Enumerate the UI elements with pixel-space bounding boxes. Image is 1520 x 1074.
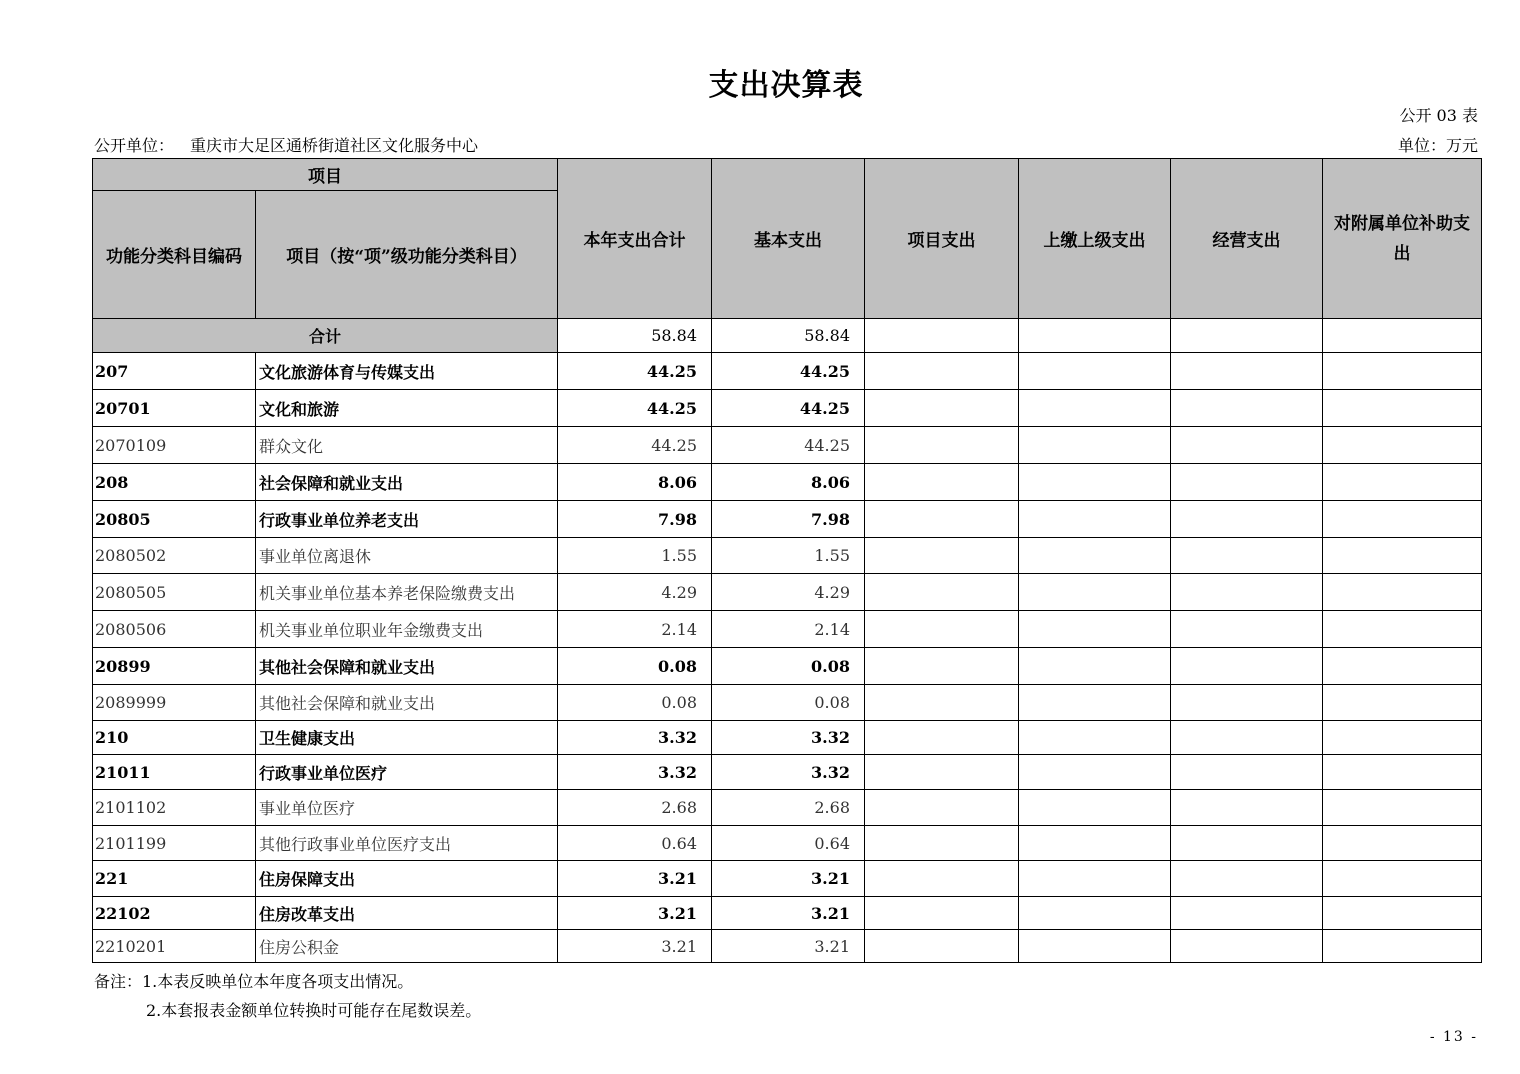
row-business [1171,353,1323,390]
row-code: 20805 [93,501,256,538]
row-subsidy [1323,648,1482,685]
row-upper-payment [1019,826,1171,861]
row-name: 住房公积金 [256,930,558,963]
row-basic: 3.21 [712,930,865,963]
row-project-expense [865,861,1019,897]
row-basic: 2.14 [712,611,865,648]
row-total: 1.55 [558,538,712,574]
row-name: 社会保障和就业支出 [256,464,558,501]
table-row [93,353,1482,390]
row-code: 2080502 [93,538,256,574]
total-upper-payment [1019,319,1171,353]
total-row [93,319,1482,353]
table-row [93,790,1482,826]
row-subsidy [1323,538,1482,574]
row-project-expense [865,648,1019,685]
row-subsidy [1323,574,1482,611]
row-basic: 1.55 [712,538,865,574]
row-total: 44.25 [558,427,712,464]
row-code: 2210201 [93,930,256,963]
row-subsidy [1323,390,1482,427]
row-code: 2101102 [93,790,256,826]
table-row [93,501,1482,538]
table-row [93,755,1482,790]
total-amount: 58.84 [558,319,712,353]
row-upper-payment [1019,755,1171,790]
row-code: 21011 [93,755,256,790]
row-subsidy [1323,826,1482,861]
total-project-expense [865,319,1019,353]
row-name: 行政事业单位医疗 [256,755,558,790]
row-total: 4.29 [558,574,712,611]
row-upper-payment [1019,721,1171,755]
row-upper-payment [1019,501,1171,538]
row-total: 8.06 [558,464,712,501]
row-business [1171,611,1323,648]
row-total: 3.21 [558,861,712,897]
row-name: 住房改革支出 [256,897,558,930]
row-total: 3.21 [558,897,712,930]
table-row [93,611,1482,648]
total-subsidy [1323,319,1482,353]
row-basic: 44.25 [712,353,865,390]
table-row [93,685,1482,721]
row-subsidy [1323,427,1482,464]
row-upper-payment [1019,427,1171,464]
row-business [1171,501,1323,538]
row-subsidy [1323,685,1482,721]
row-upper-payment [1019,353,1171,390]
row-business [1171,790,1323,826]
row-project-expense [865,721,1019,755]
row-code: 208 [93,464,256,501]
row-project-expense [865,930,1019,963]
row-basic: 2.68 [712,790,865,826]
row-business [1171,930,1323,963]
row-project-expense [865,685,1019,721]
row-code: 210 [93,721,256,755]
row-basic: 0.08 [712,685,865,721]
row-upper-payment [1019,897,1171,930]
table-row [93,826,1482,861]
table-row [93,538,1482,574]
row-project-expense [865,574,1019,611]
table-row [93,574,1482,611]
table-body [93,319,1482,963]
row-project-expense [865,353,1019,390]
row-upper-payment [1019,464,1171,501]
row-business [1171,390,1323,427]
row-total: 7.98 [558,501,712,538]
table-row [93,721,1482,755]
table-row [93,930,1482,963]
row-name: 群众文化 [256,427,558,464]
row-business [1171,685,1323,721]
row-name: 机关事业单位职业年金缴费支出 [256,611,558,648]
header-subsidy: 对附属单位补助支出 [1323,159,1482,319]
row-upper-payment [1019,685,1171,721]
row-upper-payment [1019,611,1171,648]
row-name: 其他行政事业单位医疗支出 [256,826,558,861]
row-name: 行政事业单位养老支出 [256,501,558,538]
header-project-expense: 项目支出 [865,159,1019,319]
row-code: 2070109 [93,427,256,464]
row-subsidy [1323,897,1482,930]
table-row [93,390,1482,427]
row-code: 2101199 [93,826,256,861]
row-code: 20899 [93,648,256,685]
row-business [1171,464,1323,501]
row-name: 事业单位离退休 [256,538,558,574]
row-business [1171,648,1323,685]
header-project: 项目 [93,159,558,191]
row-subsidy [1323,611,1482,648]
row-business [1171,574,1323,611]
page-number: - 13 - [1429,1029,1478,1045]
row-business [1171,721,1323,755]
table-row [93,427,1482,464]
total-label: 合计 [93,319,558,353]
row-name: 其他社会保障和就业支出 [256,648,558,685]
row-basic: 3.21 [712,861,865,897]
row-total: 44.25 [558,353,712,390]
expenditure-table [92,158,1482,963]
row-name: 卫生健康支出 [256,721,558,755]
currency-unit: 单位：万元 [1397,136,1478,155]
total-business [1171,319,1323,353]
row-upper-payment [1019,538,1171,574]
table-row [93,648,1482,685]
row-basic: 3.21 [712,897,865,930]
row-code: 221 [93,861,256,897]
row-upper-payment [1019,574,1171,611]
page-title: 支出决算表 [708,68,864,103]
row-project-expense [865,538,1019,574]
row-subsidy [1323,755,1482,790]
table-row [93,464,1482,501]
row-total: 2.14 [558,611,712,648]
header-basic: 基本支出 [712,159,865,319]
row-code: 2080506 [93,611,256,648]
total-basic: 58.84 [712,319,865,353]
row-basic: 0.64 [712,826,865,861]
header-code: 功能分类科目编码 [93,191,256,319]
reporting-unit-label: 公开单位： [94,136,175,155]
row-name: 文化旅游体育与传媒支出 [256,353,558,390]
form-number: 公开 03 表 [1399,106,1478,125]
row-project-expense [865,390,1019,427]
row-name: 住房保障支出 [256,861,558,897]
header-total: 本年支出合计 [558,159,712,319]
row-subsidy [1323,790,1482,826]
row-subsidy [1323,721,1482,755]
row-business [1171,826,1323,861]
row-business [1171,897,1323,930]
row-project-expense [865,611,1019,648]
row-code: 20701 [93,390,256,427]
row-total: 44.25 [558,390,712,427]
row-project-expense [865,897,1019,930]
row-subsidy [1323,464,1482,501]
row-code: 207 [93,353,256,390]
row-project-expense [865,501,1019,538]
row-name: 其他社会保障和就业支出 [256,685,558,721]
row-project-expense [865,427,1019,464]
note-1: 备注：1.本表反映单位本年度各项支出情况。 [94,972,414,991]
row-subsidy [1323,861,1482,897]
row-code: 2089999 [93,685,256,721]
notes [94,967,481,1025]
row-total: 3.32 [558,721,712,755]
row-total: 0.64 [558,826,712,861]
row-subsidy [1323,501,1482,538]
row-subsidy [1323,930,1482,963]
header-upper-payment: 上缴上级支出 [1019,159,1171,319]
note-2: 2.本套报表金额单位转换时可能存在尾数误差。 [146,1001,482,1020]
row-basic: 8.06 [712,464,865,501]
table-row [93,861,1482,897]
row-business [1171,755,1323,790]
row-project-expense [865,755,1019,790]
row-basic: 0.08 [712,648,865,685]
header-business: 经营支出 [1171,159,1323,319]
row-basic: 4.29 [712,574,865,611]
row-basic: 44.25 [712,390,865,427]
row-upper-payment [1019,861,1171,897]
row-business [1171,427,1323,464]
row-upper-payment [1019,930,1171,963]
reporting-unit-name: 重庆市大足区通桥街道社区文化服务中心 [190,136,479,155]
row-code: 22102 [93,897,256,930]
row-upper-payment [1019,648,1171,685]
row-name: 机关事业单位基本养老保险缴费支出 [256,574,558,611]
row-total: 2.68 [558,790,712,826]
row-total: 0.08 [558,685,712,721]
row-basic: 3.32 [712,721,865,755]
table-row [93,897,1482,930]
row-upper-payment [1019,390,1171,427]
reporting-unit [94,133,478,156]
row-basic: 44.25 [712,427,865,464]
row-business [1171,861,1323,897]
row-project-expense [865,826,1019,861]
row-total: 3.32 [558,755,712,790]
row-subsidy [1323,353,1482,390]
header-name: 项目（按“项”级功能分类科目） [256,191,558,319]
row-basic: 7.98 [712,501,865,538]
row-code: 2080505 [93,574,256,611]
row-total: 3.21 [558,930,712,963]
row-name: 事业单位医疗 [256,790,558,826]
row-total: 0.08 [558,648,712,685]
row-project-expense [865,464,1019,501]
row-project-expense [865,790,1019,826]
row-name: 文化和旅游 [256,390,558,427]
row-upper-payment [1019,790,1171,826]
row-business [1171,538,1323,574]
row-basic: 3.32 [712,755,865,790]
